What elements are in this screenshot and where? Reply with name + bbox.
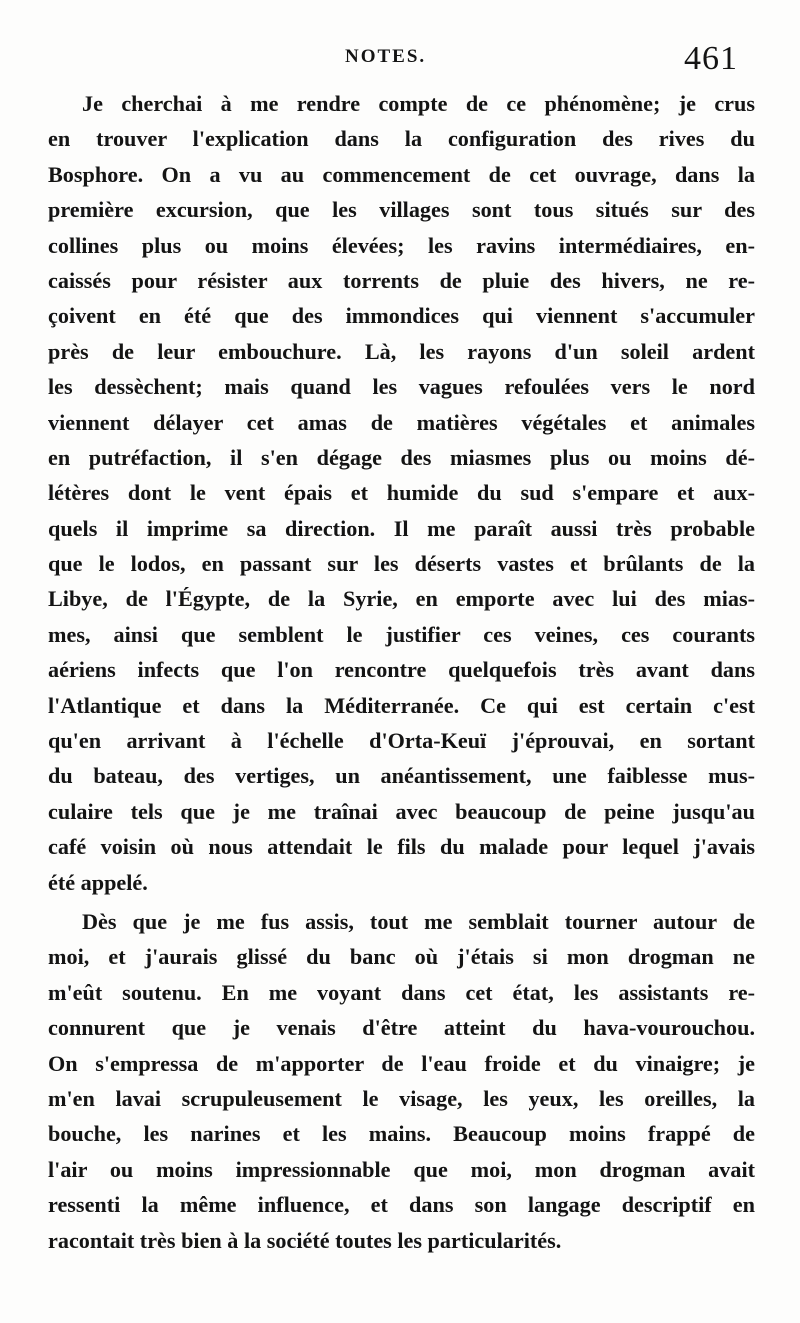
text-line: quels il imprime sa direction. Il me paraît aussi très probable bbox=[48, 515, 755, 541]
text-line: première excursion, que les villages sont tous situés sur des bbox=[48, 197, 755, 223]
text-line: les dessèchent; mais quand les vagues refoulées vers le nord bbox=[48, 374, 755, 400]
text-line: en trouver l'explication dans la configuration des rives du bbox=[48, 126, 755, 152]
text-line: m'en lavai scrupuleusement le visage, les yeux, les oreilles, la bbox=[48, 1085, 755, 1111]
page-number: 461 bbox=[684, 40, 738, 77]
paragraph-1 bbox=[48, 86, 755, 900]
text-line: café voisin où nous attendait le fils du malade pour lequel j'avais bbox=[48, 834, 755, 860]
text-line: l'air ou moins impressionnable que moi, mon drogman avait bbox=[48, 1156, 755, 1182]
text-line: bouche, les narines et les mains. Beaucoup moins frappé de bbox=[48, 1121, 755, 1147]
text-line: du bateau, des vertiges, un anéantissement, une faiblesse mus- bbox=[48, 763, 755, 789]
body-text bbox=[48, 86, 755, 1258]
running-head bbox=[0, 40, 800, 80]
text-line: Libye, de l'Égypte, de la Syrie, en emporte avec lui des mias- bbox=[48, 586, 755, 612]
text-line: connurent que je venais d'être atteint du hava-vourouchou. bbox=[48, 1015, 755, 1041]
text-line: près de leur embouchure. Là, les rayons d'un soleil ardent bbox=[48, 338, 755, 364]
paragraph-2 bbox=[48, 904, 755, 1258]
text-line: m'eût soutenu. En me voyant dans cet état, les assistants re- bbox=[48, 979, 755, 1005]
text-line: çoivent en été que des immondices qui viennent s'accumuler bbox=[48, 303, 755, 329]
text-line: racontait très bien à la société toutes les particularités. bbox=[48, 1227, 562, 1253]
text-line: été appelé. bbox=[48, 869, 148, 895]
text-line: en putréfaction, il s'en dégage des miasmes plus ou moins dé- bbox=[48, 444, 755, 470]
text-line: mes, ainsi que semblent le justifier ces veines, ces courants bbox=[48, 621, 755, 647]
text-line: viennent délayer cet amas de matières végétales et animales bbox=[48, 409, 755, 435]
text-line: Je cherchai à me rendre compte de ce phénomène; je crus bbox=[82, 91, 755, 116]
text-line: aériens infects que l'on rencontre quelquefois très avant dans bbox=[48, 657, 755, 683]
text-line: ressenti la même influence, et dans son langage descriptif en bbox=[48, 1192, 755, 1218]
text-line: Bosphore. On a vu au commencement de cet ouvrage, dans la bbox=[48, 161, 755, 187]
text-line: moi, et j'aurais glissé du banc où j'étais si mon drogman ne bbox=[48, 944, 755, 970]
text-line: létères dont le vent épais et humide du sud s'empare et aux- bbox=[48, 480, 755, 506]
running-title: NOTES. bbox=[345, 46, 427, 67]
text-line: collines plus ou moins élevées; les ravins intermédiaires, en- bbox=[48, 232, 755, 258]
text-line: qu'en arrivant à l'échelle d'Orta-Keuï j'éprouvai, en sortant bbox=[48, 728, 755, 754]
text-line: caissés pour résister aux torrents de pluie des hivers, ne re- bbox=[48, 267, 755, 293]
text-line: On s'empressa de m'apporter de l'eau froide et du vinaigre; je bbox=[48, 1050, 755, 1076]
text-line: l'Atlantique et dans la Méditerranée. Ce qui est certain c'est bbox=[48, 692, 755, 718]
text-line: culaire tels que je me traînai avec beaucoup de peine jusqu'au bbox=[48, 798, 755, 824]
text-line: que le lodos, en passant sur les déserts vastes et brûlants de la bbox=[48, 551, 755, 577]
text-line: Dès que je me fus assis, tout me semblait tourner autour de bbox=[82, 908, 755, 934]
